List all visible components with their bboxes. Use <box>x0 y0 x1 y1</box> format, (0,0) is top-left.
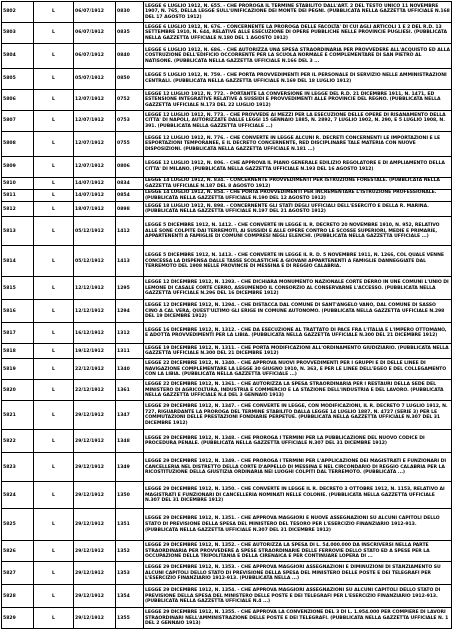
row-type: L <box>34 608 74 629</box>
row-number: 1354 <box>116 585 144 608</box>
table-row <box>2 111 452 132</box>
row-type: L <box>34 69 74 90</box>
row-description: LEGGE 12 LUGLIO 1912, N. 773. - CHE PROVVEDE AI MEZZI PER LA ESECUZIONE DELLE OPERE DI RISANAMENTO DELLA CITTA' DI NAPOLI, AUTORIZZATE DALLE LEGGI 15 GENNAIO 1885, N. 2892, 7 LUGLIO 1902, N. 290, E 5 LUGLIO 1908, N. 391. (PUBBLICATA NELLA GAZZETTA UFFICIALE ...) <box>144 111 452 132</box>
row-type: L <box>34 300 74 323</box>
table-row <box>2 202 452 217</box>
row-code: 5809 <box>2 157 34 178</box>
row-type: L <box>34 111 74 132</box>
row-code: 5802 <box>2 2 34 23</box>
row-code: 5806 <box>2 90 34 111</box>
row-type: L <box>34 453 74 482</box>
row-description: LEGGE 5 DICEMBRE 1912, N. 1413. - CHE CONVERTE IN LEGGE IL R. D. 5 NOVEMBRE 1911, N. 1266, COL QUALE VENNE CONCESSA LA DISPENSA DALLE TASSE SCOLASTICHE A GIOVANI APPARTENENTI A FAMIGLIE DANNEGGIATE DAL TERREMOTO DEL 1908 NELLE PROVINCIE DI MESSINA E DI REGGIO CALABRIA. <box>144 246 452 277</box>
row-number: 1413 <box>116 246 144 277</box>
table-row <box>2 430 452 453</box>
row-type: L <box>34 23 74 44</box>
row-description: LEGGE 6 LUGLIO 1912, N. 655. - CHE PROROGA IL TERMINE STABILITO DALL'ART. 2 DEL TESTO UNICO 11 NOVEMBRE 1907, N. 765, DELLA LEGGE SULL'UNIFICAZIONE DEI MONTE DEI PEGNI. (PUBBLICATA NELLA GAZZETTA UFFICIALE N.168 DEL 17 AGOSTO 1912) <box>144 2 452 23</box>
row-type: L <box>34 2 74 23</box>
row-code: 5818 <box>2 344 34 359</box>
row-description: LEGGE 22 DICEMBRE 1912, N. 1361. - CHE AUTORIZZA LA SPESA STRAORDINARIA PER I RESTAURI DELLA SEDE DEL MINISTERO DI AGRICOLTURA, INDUSTRIA E COMMERCIO E LA STAZIONE DELL'INDUSTRIA E DEL LAVORO. (PUBBLICATA NELLA GAZZETTA UFFICIALE N.4 DEL 3 GENNAIO 1913) <box>144 380 452 401</box>
row-code: 5823 <box>2 453 34 482</box>
row-description: LEGGE 29 DICEMBRE 1912, N. 1354. - CHE APPROVA MAGGIORI ASSEGNAZIONI SU ALCUNI CAPITOLI DELLO STATO DI PREVISIONE DELLA SPESA DEL MINISTERO DELLE POSTE E DEI TELEGRAFI PER L'ESERCIZIO FINANZIARIO 1912-913. (PUBBLICATA NELLA GAZZETTA UFFICIALE N.4 ...) <box>144 585 452 608</box>
table-row <box>2 453 452 482</box>
row-date: 29/12/1912 <box>74 453 116 482</box>
row-type: L <box>34 380 74 401</box>
row-date: 29/12/1912 <box>74 541 116 562</box>
table-row <box>2 132 452 157</box>
table-row <box>2 23 452 44</box>
row-number: 1294 <box>116 300 144 323</box>
row-date: 29/12/1912 <box>74 401 116 430</box>
row-description: LEGGE 5 LUGLIO 1912, N. 759. - CHE PORTA PROVVEDIMENTI PER IL PERSONALE DI SERVIZIO NELLE AMMINISTRAZIONI CENTRALI. (PUBBLICATA NELLA GAZZETTA UFFICIALE N.169 DEL 18 LUGLIO 1912) <box>144 69 452 90</box>
row-date: 14/07/1912 <box>74 178 116 190</box>
row-code: 5829 <box>2 608 34 629</box>
row-number: 1352 <box>116 541 144 562</box>
row-date: 29/12/1912 <box>74 482 116 509</box>
row-number: 1349 <box>116 453 144 482</box>
row-description: LEGGE 29 DICEMBRE 1912, N. 1350. - CHE CONVERTE IN LEGGE IL R. DECRETO 3 OTTOBRE 1912, N. 1153, RELATIVO AI MAGISTRATI E FUNZIONARI DI CANCELLERIA NOMINATI NELLE COLONIE. (PUBBLICATA NELLA GAZZETTA UFFICIALE N.307 DEL 31 DICEMBRE 1912) <box>144 482 452 509</box>
row-type: L <box>34 585 74 608</box>
row-type: L <box>34 509 74 541</box>
table-row <box>2 541 452 562</box>
table-row <box>2 190 452 202</box>
table-row <box>2 562 452 585</box>
row-code: 5822 <box>2 430 34 453</box>
row-code: 5815 <box>2 277 34 300</box>
row-number: 1355 <box>116 608 144 629</box>
row-description: LEGGE 22 DICEMBRE 1912, N. 1340. - CHE APPROVA NUOVI PROVVEDIMENTI PER I GRUPPI E DI DELLE LINEE DI NAVIGAZIONE COMPLEMENTARE LA LEGGE 30 GIUGNO 1910, N. 363, E PER LE LINEE DELL'EGEO E DEL COLLEGAMENTO CON LA LIBIA. (PUBBLICATA NELLA GAZZETTA UFFICIALE ...) <box>144 359 452 380</box>
row-type: L <box>34 344 74 359</box>
row-date: 18/07/1912 <box>74 202 116 217</box>
row-date: 29/12/1912 <box>74 585 116 608</box>
table-row <box>2 359 452 380</box>
table-row <box>2 178 452 190</box>
table-row <box>2 608 452 629</box>
row-type: L <box>34 541 74 562</box>
row-type: L <box>34 157 74 178</box>
row-type: L <box>34 217 74 246</box>
table-row <box>2 323 452 344</box>
row-date: 06/07/1912 <box>74 2 116 23</box>
row-code: 5810 <box>2 178 34 190</box>
table-row <box>2 277 452 300</box>
table-row <box>2 482 452 509</box>
table-row <box>2 157 452 178</box>
row-code: 5816 <box>2 300 34 323</box>
row-date: 12/12/1912 <box>74 277 116 300</box>
row-date: 05/12/1912 <box>74 246 116 277</box>
row-number: 0840 <box>116 44 144 69</box>
row-number: 1350 <box>116 482 144 509</box>
row-date: 29/12/1912 <box>74 608 116 629</box>
row-description: LEGGE 14 LUGLIO 1912, N. 834. - CONCERNENTE PROVVEDIMENTI PER ISTRUZIONE FORESTALE. (PUBBLICATA NELLA GAZZETTA UFFICIALE N.187 DEL 8 AGOSTO 1912) <box>144 178 452 190</box>
row-number: 0850 <box>116 69 144 90</box>
row-number: 1347 <box>116 401 144 430</box>
row-code: 5804 <box>2 44 34 69</box>
row-date: 05/12/1912 <box>74 217 116 246</box>
row-number: 1340 <box>116 359 144 380</box>
row-code: 5827 <box>2 562 34 585</box>
row-type: L <box>34 401 74 430</box>
table-row <box>2 401 452 430</box>
row-description: LEGGE 6 LUGLIO 1912, N. 676. - CONCERNENTE LA PROROGA DELLE FACOLTA' DI CUI AGLI ARTICOLI 1 E 2 DEL R.D. 13 SETTEMBRE 1910, N. 644, RELATIVE ALLE ESECUZIONE DI OPERE PUBBLICHE NELLE PROVINCIE PUGLIESI. (PUBBLICATA NELLA GAZZETTA UFFICIALE N.180 DEL 1 AGOSTO 1912) <box>144 23 452 44</box>
table-row <box>2 44 452 69</box>
row-description: LEGGE 5 DICEMBRE 1912, N. 1412. - CHE CONVERTE IN LEGGE IL R. DECRETO 20 NOVEMBRE 1910, N. 952, RELATIVO ALLE SONE COLPITE DAI TERREMOTI, AI SUSSIDI E ALLE OPERE CONTRO LE SCOSSE SUPERIORI, MEDIE E PRIMARIE, APPARTENENTI A FAMIGLIE DI COMUNI COMPRESI NEGLI ELENCHI. (PUBBLICATA NELLA GAZZETTA UFFICIALE ...) <box>144 217 452 246</box>
row-type: L <box>34 132 74 157</box>
row-type: L <box>34 44 74 69</box>
row-number: 1311 <box>116 344 144 359</box>
row-code: 5819 <box>2 359 34 380</box>
row-description: LEGGE 14 LUGLIO 1912, N. 854. - CHE PORTA PROVVEDIMENTI PER INCREMENTARE L'ISTRUZIONE PROFESSIONALE. (PUBBLICATA NELLA GAZZETTA UFFICIALE N.190 DEL 12 AGOSTO 1912) <box>144 190 452 202</box>
row-date: 22/12/1912 <box>74 359 116 380</box>
row-type: L <box>34 430 74 453</box>
row-type: L <box>34 202 74 217</box>
row-description: LEGGE 29 DICEMBRE 1912, N. 1351. - CHE APPROVA MAGGIORI E NUOVE ASSEGNAZIONI SU ALCUNI CAPITOLI DELLO STATO DI PREVISIONE DELLA SPESA DEL MINISTERO DEL TESORO PER L'ESERCIZIO FINANZIARIO 1912-913. (PUBBLICATA NELLA GAZZETTA UFFICIALE N.307 DEL 31 DICEMBRE 1912) <box>144 509 452 541</box>
row-description: LEGGE 12 LUGLIO 1912, N. 806. - CHE APPROVA IL PIANO GENERALE EDILIZIO REGOLATORE E DI AMPLIAMENTO DELLA CITTA' DI MILANO. (PUBBLICATA NELLA GAZZETTA UFFICIALE N.193 DEL 16 AGOSTO 1912) <box>144 157 452 178</box>
row-date: 29/12/1912 <box>74 430 116 453</box>
row-number: 1295 <box>116 277 144 300</box>
row-description: LEGGE 29 DICEMBRE 1912, N. 1355. - CHE APPROVA LA CONVENZIONE DEL 3 DI L. 1.954.000 PER COMPIERE DI LAVORI STRAORDINARI NELL'AMMINISTRAZIONE DELLE POSTE E DEI TELEGRAFI. (PUBBLICATA NELLA GAZZETTA UFFICIALE N. 1 DEL 2 GENNAIO 1913) <box>144 608 452 629</box>
row-code: 5808 <box>2 132 34 157</box>
row-code: 5813 <box>2 217 34 246</box>
row-type: L <box>34 323 74 344</box>
table-row <box>2 380 452 401</box>
row-number: 0830 <box>116 2 144 23</box>
row-code: 5824 <box>2 482 34 509</box>
row-description: LEGGE 29 DICEMBRE 1912, N. 1353. - CHE APPROVA MAGGIORI ASSEGNAZIONI E DIMINUZIONI DI STANZIAMENTO SU ALCUNI CAPITOLI DELLO STATO DI PREVISIONE DELLA SPESA DEL MINISTERO DELLE POSTE E DEI TELEGRAFI PER L'ESERCIZIO FINANZIARIO 1912-913. (PUBBLICATA NELLA ...) <box>144 562 452 585</box>
row-code: 5814 <box>2 246 34 277</box>
row-code: 5812 <box>2 202 34 217</box>
row-date: 06/07/1912 <box>74 23 116 44</box>
row-number: 0898 <box>116 202 144 217</box>
row-date: 14/07/1912 <box>74 190 116 202</box>
row-number: 0755 <box>116 132 144 157</box>
table-row <box>2 585 452 608</box>
row-code: 5817 <box>2 323 34 344</box>
row-number: 1348 <box>116 430 144 453</box>
table-row <box>2 2 452 23</box>
row-description: LEGGE 6 LUGLIO 1912, N. 686. - CHE AUTORIZZA UNA SPESA STRAORDINARIA PER PROVVEDERE ALL'ACQUISTO ED ALLA COSTRUZIONE DELL'EDIFICIO OCCORRENTE PER LA SCUOLA NORMALE E COMPLEMENTARE DI SAN PIETRO AL NATISONE. (PUBBLICATA NELLA GAZZETTA UFFICIALE N.166 DEL 3 ... <box>144 44 452 69</box>
row-date: 29/12/1912 <box>74 562 116 585</box>
row-date: 29/12/1912 <box>74 509 116 541</box>
row-number: 0854 <box>116 190 144 202</box>
row-type: L <box>34 482 74 509</box>
row-description: LEGGE 29 DICEMBRE 1912, N. 1352. - CHE AUTORIZZA LA SPESA DI L. 54.000.000 DA INSCRIVERSI NELLA PARTE STRAORDINARIA PER PROVVEDERE A SPESE STRAORDINARIE DELLE FERROVIE DELLO STATO ED A SPESE PER LA OCCUPAZIONE DELLA TRIPOLITANIA E DELLA CIRENAICA E PER CONTINUARE LOPERA DI ... <box>144 541 452 562</box>
table-row <box>2 509 452 541</box>
row-type: L <box>34 562 74 585</box>
row-date: 12/07/1912 <box>74 90 116 111</box>
row-description: LEGGE 29 DICEMBRE 1912, N. 1348. - CHE PROROGA I TERMINI PER LA PUBBLICAZIONE DEL NUOVO CODICE DI PROCEDURA PENALE. (PUBBLICATA NELLA GAZZETTA UFFICIALE N.307 DEL 31 DICEMBRE 1912) <box>144 430 452 453</box>
row-code: 5803 <box>2 23 34 44</box>
table-row <box>2 217 452 246</box>
row-code: 5811 <box>2 190 34 202</box>
row-date: 12/07/1912 <box>74 157 116 178</box>
row-number: 1412 <box>116 217 144 246</box>
row-date: 22/12/1912 <box>74 380 116 401</box>
row-code: 5825 <box>2 509 34 541</box>
table-row <box>2 246 452 277</box>
row-description: LEGGE 29 DICEMBRE 1912, N. 1347. - CHE CONVERTE IN LEGGE, CON MODIFICAZIONI, IL R. DECRETO 7 LUGLIO 1912, N. 727, RIGUARDANTE LA PROROGA DEL TERMINE STABILITO DALLA LEGGE 14 LUGLIO 1887, N. 4727 (SERIE 3) PER LE COMMUTAZIONI DELLE PRESTAZIONI FONDIARIE PERPETUE. (PUBBLICATA NELLA GAZZETTA UFFICIALE N.307 DEL 31 DICEMBRE 1912) <box>144 401 452 430</box>
row-description: LEGGE 19 DICEMBRE 1912, N. 1311. - CHE PORTA MODIFICAZIONI ALL'ORDINAMENTO GIUDIZIARIO. (PUBBLICATA NELLA GAZZETTA UFFICIALE N.300 DEL 21 DICEMBRE 1912) <box>144 344 452 359</box>
row-type: L <box>34 359 74 380</box>
row-description: LEGGE 18 LUGLIO 1912, N. 898. - CONCERNENTE GLI STATI DEGLI UFFICIALI DELL'ESERCITO E DELLA R. MARINA. (PUBBLICATA NELLA GAZZETTA UFFICIALE N.197 DEL 21 AGOSTO 1912) <box>144 202 452 217</box>
row-code: 5828 <box>2 585 34 608</box>
table-row <box>2 344 452 359</box>
row-date: 12/07/1912 <box>74 132 116 157</box>
row-code: 5820 <box>2 380 34 401</box>
row-date: 19/12/1912 <box>74 344 116 359</box>
row-number: 1361 <box>116 380 144 401</box>
row-code: 5807 <box>2 111 34 132</box>
row-number: 1353 <box>116 562 144 585</box>
row-description: LEGGE 12 DICEMBRE 1912, N. 1294. - CHE DISTACCA DAL COMUNE DI SANT'ANGELO VANO, DAL COMUNE DI SASSO CINO A CAL VERA, QUEST'ULTIMO GLI ERIGE IN COMUNE AUTONOMO. (PUBBLICATA NELLA GAZZETTA UFFICIALE N.298 DEL 19 DICEMBRE 1912) <box>144 300 452 323</box>
row-code: 5826 <box>2 541 34 562</box>
row-date: 12/12/1912 <box>74 300 116 323</box>
row-number: 1351 <box>116 509 144 541</box>
register-body <box>2 2 452 629</box>
table-row <box>2 300 452 323</box>
row-description: LEGGE 29 DICEMBRE 1912, N. 1349. - CHE PROROGA I TERMINI PER L'APPLICAZIONE DEI MAGISTRATI E FUNZIONARI DI CANCELLERIA NEL DISTRETTO DELLA CORTE D'APPELLO DI MESSINA E NEL CIRCONDARIO DI REGGIO CALABRIA PER LA RICOSTITUZIONE DELLA GIUSTIZIA ORDINARIA NEI LUOGHI COLPITI DAL TERREMOTO. (PUBBLICATA ...) <box>144 453 452 482</box>
row-type: L <box>34 178 74 190</box>
row-description: LEGGE 16 DICEMBRE 1912, N. 1312. - CHE DA ESECUZIONE AL TRATTATO DI PACE FRA L'ITALIA E L'IMPERO OTTOMANO, E ADOTTA PROVVEDIMENTI PER LA LIBIA. (PUBBLICATA NELLA GAZZETTA UFFICIALE N.300 DEL 21 DICEMBRE 1912) <box>144 323 452 344</box>
row-number: 1312 <box>116 323 144 344</box>
table-row <box>2 69 452 90</box>
row-date: 16/12/1912 <box>74 323 116 344</box>
row-number: 0753 <box>116 111 144 132</box>
row-code: 5821 <box>2 401 34 430</box>
row-type: L <box>34 90 74 111</box>
legislation-register-table <box>1 1 452 629</box>
row-number: 0806 <box>116 157 144 178</box>
row-description: LEGGE 12 LUGLIO 1912, N. 776. - CHE CONVERTE IN LEGGE ALCUNI R. DECRETI CONCERNENTI LE IMPORTAZIONI E LE ESPORTAZIONI TEMPORANEE, E IL DECRETO CONCERNENTE, RED DISCIPLINARE TALE MATERIA CON NUOVE DISPOSIZIONI. (PUBBLICATA NELLA GAZZETTA UFFICIALE N.181 ...) <box>144 132 452 157</box>
row-date: 12/07/1912 <box>74 111 116 132</box>
row-code: 5805 <box>2 69 34 90</box>
row-type: L <box>34 277 74 300</box>
row-number: 0834 <box>116 178 144 190</box>
row-type: L <box>34 190 74 202</box>
row-date: 06/07/1912 <box>74 44 116 69</box>
row-number: 0752 <box>116 90 144 111</box>
row-description: LEGGE 12 DICEMBRE 1912, N. 1293. - CHE DICHIARA MONUMENTO NAZIONALE CORTE DERRO IN UNE COMUNI L'UNIO DI LEMONE DI CASALE CORTE CERRO, ASSUMENDO IL CONSORZIO AL CONSERVARNE L'ACCESSO. (PUBBLICATA NELLA GAZZETTA UFFICIALE N.296 DEL 16 DICEMBRE 1912) <box>144 277 452 300</box>
row-description: LEGGE 12 LUGLIO 1912, N. 772. - PORTANTE LA CONVERSIONE IN LEGGE DEL R.D. 21 DICEMBRE 1911, N. 1471, ED ESTENSIONE INTEGRATIVE RELATIVE A SUSSIDI E PROVVEDIMENTI ALLE PROVINCIE DEL REGNO. (PUBBLICATA NELLA GAZZETTA UFFICIALE N.173 DEL 22 LUGLIO 1912) <box>144 90 452 111</box>
table-row <box>2 90 452 111</box>
row-number: 0835 <box>116 23 144 44</box>
row-type: L <box>34 246 74 277</box>
row-date: 05/07/1912 <box>74 69 116 90</box>
